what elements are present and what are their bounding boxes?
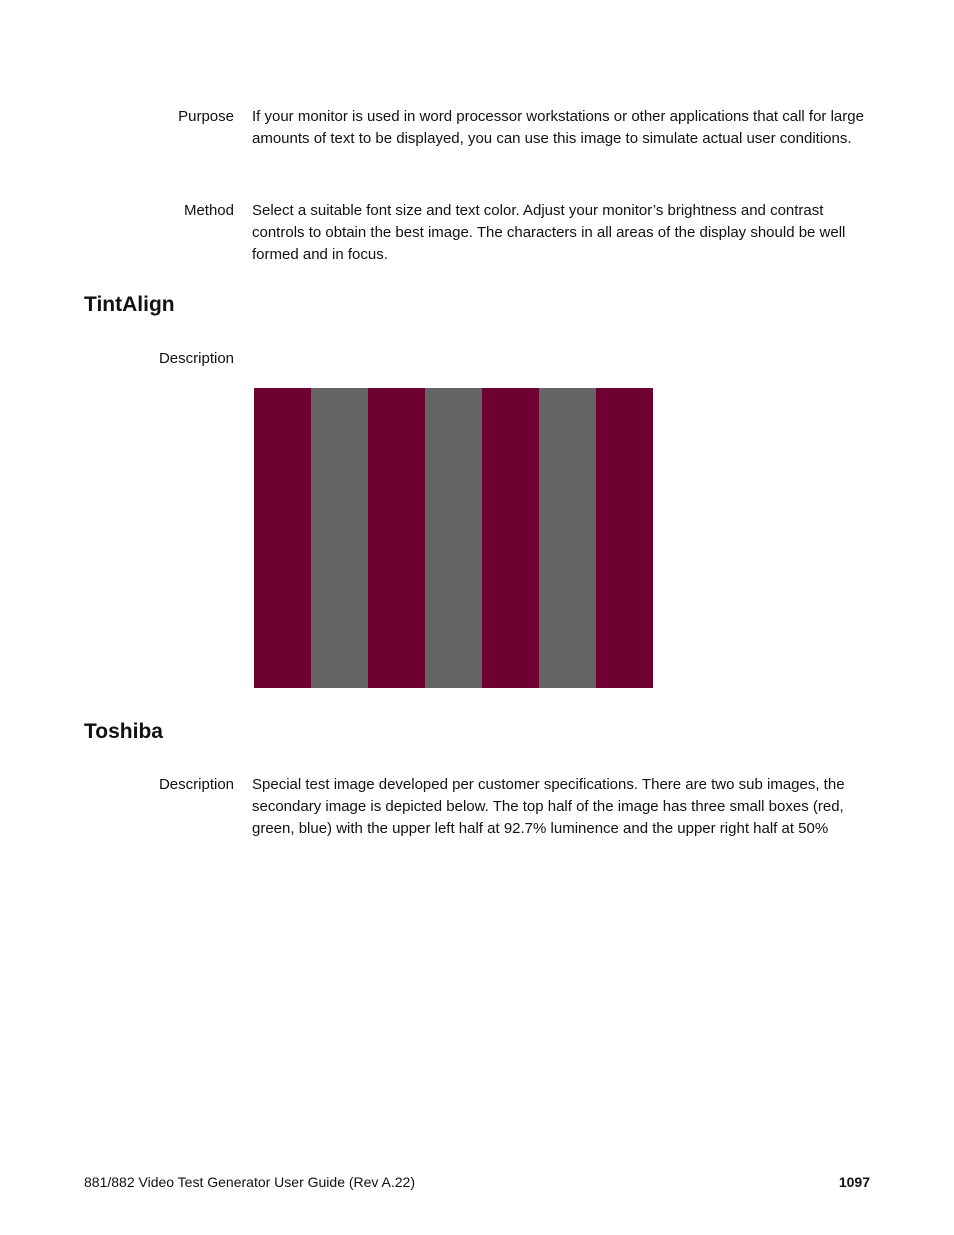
tintalign-description-label: Description (158, 350, 234, 367)
footer-guide-title: 881/882 Video Test Generator User Guide (Rev A.22) (84, 1174, 416, 1190)
tint-stripe-magenta (596, 388, 653, 688)
tintalign-test-image (254, 388, 653, 688)
tint-stripe-magenta (482, 388, 539, 688)
toshiba-description-text: Special test image developed per customer specifications. There are two sub images, the secondary image is depicted below. The top half of the image has three small boxes (red, green, blue) with the upper left half at 92.7% luminence and the upper right half at 50% (252, 776, 845, 837)
tint-stripe-magenta (254, 388, 311, 688)
tintalign-heading: TintAlign (84, 293, 175, 316)
toshiba-description-label: Description (158, 776, 234, 793)
tint-stripe-gray (311, 388, 368, 688)
toshiba-heading: Toshiba (84, 720, 163, 743)
method-text: Select a suitable font size and text color. Adjust your monitor’s brightness and contrast controls to obtain the best image. The characters in all areas of the display should be well formed and in focus. (252, 202, 846, 263)
tint-stripe-gray (539, 388, 596, 688)
tint-stripe-magenta (368, 388, 425, 688)
purpose-text: If your monitor is used in word processor workstations or other applications that call for large amounts of text to be displayed, you can use this image to simulate actual user conditions. (252, 108, 864, 147)
tint-stripe-gray (425, 388, 482, 688)
purpose-label: Purpose (178, 108, 234, 125)
footer-page-number: 1097 (838, 1174, 870, 1190)
method-label: Method (183, 202, 234, 219)
